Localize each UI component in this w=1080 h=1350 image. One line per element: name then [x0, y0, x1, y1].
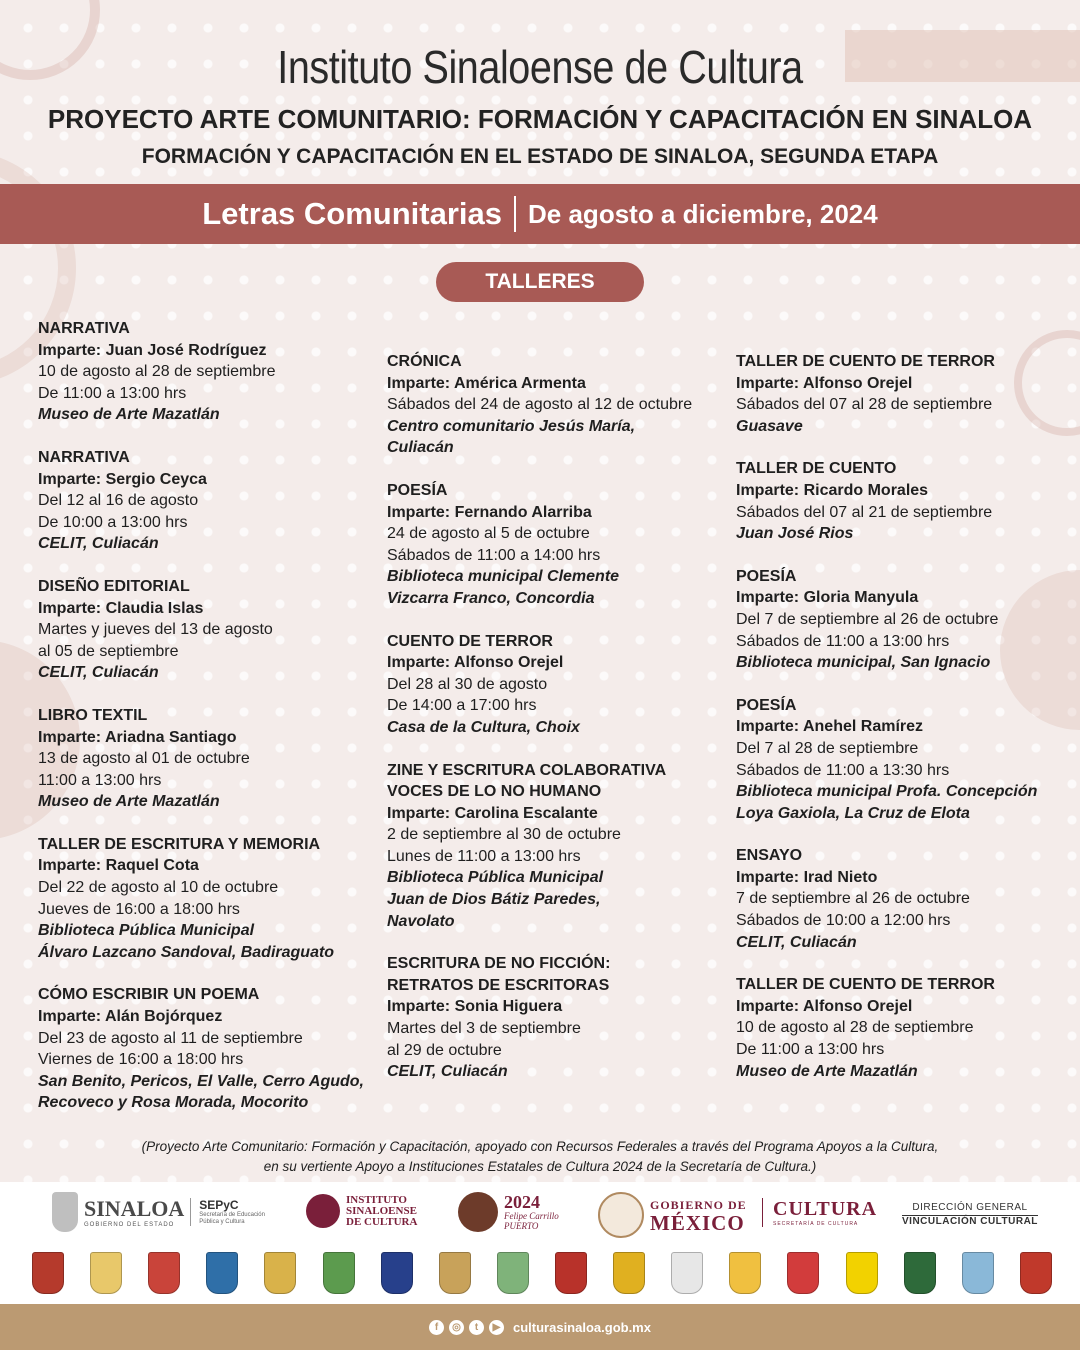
workshop-schedule: Lunes de 11:00 a 13:00 hrs	[387, 847, 581, 865]
workshop-venue: CELIT, Culiacán	[387, 1063, 508, 1081]
dgvc-text: DIRECCIÓN GENERAL	[902, 1202, 1038, 1216]
workshop-instructor: Imparte: Raquel Cota	[38, 857, 199, 875]
workshop-venue: Recoveco y Rosa Morada, Mocorito	[38, 1094, 309, 1112]
workshop-schedule: 13 de agosto al 01 de octubre	[38, 750, 250, 768]
workshop-entry	[736, 974, 1076, 1082]
workshop-venue: Juan José Rios	[736, 525, 854, 543]
workshop-venue: Casa de la Cultura, Choix	[387, 718, 580, 736]
workshop-schedule: Sábados de 11:00 a 13:00 hrs	[736, 632, 950, 650]
workshop-venue: Biblioteca Pública Municipal	[38, 922, 255, 940]
funding-note-line: (Proyecto Arte Comunitario: Formación y Capacitación, apoyado con Recursos Federales a través del Programa Apoyos a la Cultura,	[141, 1139, 939, 1154]
footer-bar	[0, 1304, 1080, 1350]
program-name: Letras Comunitarias	[202, 196, 503, 231]
municipal-crest-icon	[32, 1252, 64, 1294]
workshop-schedule: 7 de septiembre al 26 de octubre	[736, 890, 970, 908]
workshop-schedule: Del 7 de septiembre al 26 de octubre	[736, 610, 999, 628]
workshop-title: NARRATIVA	[38, 448, 130, 466]
workshop-venue: Biblioteca municipal Profa. Concepción	[736, 783, 1038, 801]
workshop-instructor: Imparte: Alfonso Orejel	[736, 997, 913, 1015]
workshop-schedule: Del 28 al 30 de agosto	[387, 675, 548, 693]
workshop-schedule: Del 7 al 28 de septiembre	[736, 739, 919, 757]
workshop-venue: CELIT, Culiacán	[38, 535, 159, 553]
workshop-instructor: Imparte: Alán Bojórquez	[38, 1008, 223, 1026]
isc-logo-text: SINALOENSE	[346, 1204, 417, 1217]
workshop-entry	[38, 984, 378, 1114]
workshop-instructor: Imparte: Gloria Manyula	[736, 589, 919, 607]
funding-note-line: en su vertiente Apoyo a Instituciones Estatales de Cultura 2024 de la Secretaría de Cultura.)	[263, 1159, 817, 1174]
workshop-title: TALLER DE CUENTO DE TERROR	[736, 976, 995, 994]
workshop-title: ENSAYO	[736, 847, 803, 865]
sinaloa-logo-text: SINALOA	[84, 1196, 185, 1221]
workshop-schedule: Sábados de 10:00 a 12:00 hrs	[736, 912, 951, 930]
workshop-schedule: Sábados del 24 de agosto al 12 de octubre	[387, 396, 693, 414]
page-title: Instituto Sinaloense de Cultura	[277, 41, 803, 93]
bird-icon	[306, 1194, 340, 1228]
municipal-crest-icon	[90, 1252, 122, 1294]
felipe-text: Felipe Carrillo	[504, 1211, 559, 1221]
workshop-venue: Museo de Arte Mazatlán	[736, 1062, 918, 1080]
municipal-crest-icon	[729, 1252, 761, 1294]
municipal-crest-icon	[323, 1252, 355, 1294]
workshop-venue: Museo de Arte Mazatlán	[38, 793, 220, 811]
section-label: TALLERES	[436, 262, 644, 302]
workshop-title: TALLER DE ESCRITURA Y MEMORIA	[38, 835, 321, 853]
puerto-text: PUERTO	[504, 1221, 539, 1231]
sinaloa-shield-icon	[52, 1192, 78, 1232]
workshop-instructor: Imparte: Irad Nieto	[736, 868, 878, 886]
municipal-crest-icon	[787, 1252, 819, 1294]
workshop-entry	[736, 695, 1076, 825]
project-subtitle: FORMACIÓN Y CAPACITACIÓN EN EL ESTADO DE SINALOA, SEGUNDA ETAPA	[141, 145, 939, 168]
municipal-crest-icon	[264, 1252, 296, 1294]
workshop-venue: Navolato	[387, 912, 455, 930]
workshop-title: DISEÑO EDITORIAL	[38, 577, 190, 595]
workshop-venue: San Benito, Pericos, El Valle, Cerro Agudo,	[38, 1072, 364, 1090]
workshop-instructor: Imparte: Alfonso Orejel	[387, 654, 564, 672]
workshop-venue: Culiacán	[387, 439, 454, 457]
workshop-instructor: Imparte: Anehel Ramírez	[736, 718, 924, 736]
workshop-title: POESÍA	[736, 696, 797, 714]
workshop-entry	[387, 953, 727, 1083]
sepyc-logo-subtext: Pública y Cultura	[199, 1219, 245, 1225]
youtube-icon[interactable]: ▶	[489, 1320, 504, 1335]
workshop-venue: Biblioteca municipal Clemente	[387, 568, 620, 586]
workshop-schedule: al 05 de septiembre	[38, 642, 179, 660]
workshop-venue: Juan de Dios Bátiz Paredes,	[387, 891, 601, 909]
workshop-title: LIBRO TEXTIL	[38, 706, 148, 724]
workshop-column-2	[387, 351, 727, 1104]
portrait-icon	[458, 1192, 498, 1232]
workshop-venue: Biblioteca Pública Municipal	[387, 869, 604, 887]
workshop-venue: CELIT, Culiacán	[736, 933, 857, 951]
instagram-icon[interactable]: ◎	[449, 1320, 464, 1335]
workshop-schedule: Jueves de 16:00 a 18:00 hrs	[38, 900, 240, 918]
workshop-venue: Museo de Arte Mazatlán	[38, 406, 220, 424]
gobierno-mexico-logo	[598, 1192, 747, 1238]
workshop-schedule: 10 de agosto al 28 de septiembre	[736, 1019, 974, 1037]
municipal-crest-icon	[206, 1252, 238, 1294]
workshop-instructor: Imparte: Claudia Islas	[38, 599, 204, 617]
workshop-venue: Guasave	[736, 417, 803, 435]
isc-logo	[306, 1194, 417, 1228]
gobierno-text: GOBIERNO DE	[650, 1197, 747, 1212]
workshop-entry	[736, 458, 1076, 544]
workshop-schedule: 11:00 a 13:00 hrs	[38, 771, 162, 789]
facebook-icon[interactable]: f	[429, 1320, 444, 1335]
workshop-schedule: Sábados del 07 al 21 de septiembre	[736, 503, 993, 521]
municipal-crest-icon	[381, 1252, 413, 1294]
workshop-instructor: Imparte: Juan José Rodríguez	[38, 341, 267, 359]
workshop-entry	[387, 480, 727, 610]
program-banner	[0, 184, 1080, 244]
workshop-title: ZINE Y ESCRITURA COLABORATIVA	[387, 761, 667, 779]
workshop-schedule: De 14:00 a 17:00 hrs	[387, 697, 537, 715]
workshop-instructor: Imparte: Ariadna Santiago	[38, 728, 237, 746]
cultura-subtext: SECRETARÍA DE CULTURA	[773, 1221, 859, 1227]
workshop-instructor: Imparte: Alfonso Orejel	[736, 374, 913, 392]
workshop-venue: CELIT, Culiacán	[38, 664, 159, 682]
workshop-schedule: De 11:00 a 13:00 hrs	[38, 384, 187, 402]
workshop-schedule: 2 de septiembre al 30 de octubre	[387, 826, 621, 844]
workshop-schedule: Sábados de 11:00 a 13:30 hrs	[736, 761, 950, 779]
municipal-crest-icon	[1020, 1252, 1052, 1294]
isc-logo-text: INSTITUTO	[346, 1193, 407, 1206]
workshop-instructor: Imparte: Sonia Higuera	[387, 998, 563, 1016]
workshop-entry	[736, 845, 1076, 953]
workshop-entry	[38, 447, 378, 555]
website-link[interactable]: culturasinaloa.gob.mx	[513, 1319, 651, 1335]
workshop-schedule: al 29 de octubre	[387, 1041, 502, 1059]
workshop-title: CRÓNICA	[387, 353, 462, 370]
isc-logo-text: DE CULTURA	[346, 1215, 418, 1228]
mexico-text: MÉXICO	[650, 1210, 745, 1235]
workshop-title: POESÍA	[387, 481, 448, 499]
workshop-venue: Álvaro Lazcano Sandoval, Badiraguato	[38, 943, 335, 961]
twitter-icon[interactable]: t	[469, 1320, 484, 1335]
municipal-crest-icon	[904, 1252, 936, 1294]
secretaria-cultura-logo	[762, 1198, 877, 1227]
workshop-schedule: De 11:00 a 13:00 hrs	[736, 1041, 885, 1059]
municipal-crest-icon	[846, 1252, 878, 1294]
project-title: PROYECTO ARTE COMUNITARIO: FORMACIÓN Y CAPACITACIÓN EN SINALOA	[47, 104, 1033, 134]
workshop-schedule: 10 de agosto al 28 de septiembre	[38, 363, 276, 381]
municipal-crest-icon	[497, 1252, 529, 1294]
workshop-schedule: Sábados del 07 al 28 de septiembre	[736, 396, 993, 414]
workshop-title: RETRATOS DE ESCRITORAS	[387, 976, 610, 994]
municipal-crest-icon	[671, 1252, 703, 1294]
workshop-entry	[387, 631, 727, 739]
workshop-instructor: Imparte: Sergio Ceyca	[38, 470, 207, 488]
workshop-title: TALLER DE CUENTO DE TERROR	[736, 353, 995, 370]
workshop-venue: Loya Gaxiola, La Cruz de Elota	[736, 804, 970, 822]
workshop-title: TALLER DE CUENTO	[736, 460, 897, 478]
year-text: 2024	[504, 1192, 540, 1212]
workshop-schedule: 24 de agosto al 5 de octubre	[387, 525, 590, 543]
workshop-entry	[38, 834, 378, 964]
dgvc-logo	[902, 1202, 1038, 1227]
workshop-schedule: Sábados de 11:00 a 14:00 hrs	[387, 546, 601, 564]
felipe-carrillo-puerto-logo	[458, 1192, 559, 1232]
municipal-crest-icon	[962, 1252, 994, 1294]
workshop-schedule: Viernes de 16:00 a 18:00 hrs	[38, 1051, 244, 1069]
municipal-crest-icon	[148, 1252, 180, 1294]
cultura-text: CULTURA	[773, 1198, 878, 1220]
workshop-schedule: Del 22 de agosto al 10 de octubre	[38, 879, 279, 897]
workshop-schedule: Martes del 3 de septiembre	[387, 1020, 581, 1038]
sepyc-logo-subtext: Secretaría de Educación	[199, 1212, 265, 1218]
municipal-crest-icon	[613, 1252, 645, 1294]
funding-note	[0, 1137, 1080, 1177]
workshop-schedule: De 10:00 a 13:00 hrs	[38, 513, 188, 531]
national-seal-icon	[598, 1192, 644, 1238]
workshop-title: VOCES DE LO NO HUMANO	[387, 783, 602, 801]
workshop-instructor: Imparte: Ricardo Morales	[736, 481, 929, 499]
sinaloa-logo-subtext: GOBIERNO DEL ESTADO	[84, 1222, 175, 1228]
workshop-schedule: Martes y jueves del 13 de agosto	[38, 621, 273, 639]
workshop-instructor: Imparte: América Armenta	[387, 374, 586, 392]
program-period: De agosto a diciembre, 2024	[528, 198, 878, 229]
workshop-title: CÓMO ESCRIBIR UN POEMA	[38, 986, 260, 1004]
workshop-entry	[38, 705, 378, 813]
workshop-entry	[38, 318, 378, 426]
workshop-title: POESÍA	[736, 567, 797, 585]
municipal-crest-icon	[439, 1252, 471, 1294]
workshop-title: CUENTO DE TERROR	[387, 632, 553, 650]
municipal-crest-icon	[555, 1252, 587, 1294]
workshop-venue: Vizcarra Franco, Concordia	[387, 589, 595, 607]
workshop-column-1	[38, 318, 378, 1135]
sinaloa-government-logo	[52, 1192, 265, 1232]
sepyc-logo-text: SEPyC	[199, 1198, 239, 1212]
workshop-column-3	[736, 351, 1076, 1103]
workshop-instructor: Imparte: Fernando Alarriba	[387, 503, 592, 521]
workshop-entry	[387, 760, 727, 933]
workshop-entry	[387, 351, 727, 459]
workshop-title: ESCRITURA DE NO FICCIÓN:	[387, 955, 611, 973]
workshop-entry	[736, 351, 1076, 437]
workshop-schedule: Del 12 al 16 de agosto	[38, 492, 199, 510]
municipal-crests	[32, 1252, 1052, 1298]
workshop-title: NARRATIVA	[38, 320, 130, 337]
sepyc-logo	[190, 1198, 265, 1226]
workshop-venue: Biblioteca municipal, San Ignacio	[736, 654, 991, 672]
workshop-schedule: Del 23 de agosto al 11 de septiembre	[38, 1029, 303, 1047]
workshop-entry	[38, 576, 378, 684]
dgvc-text: VINCULACIÓN CULTURAL	[902, 1216, 1038, 1227]
workshop-instructor: Imparte: Carolina Escalante	[387, 804, 598, 822]
banner-divider	[514, 196, 516, 232]
workshop-entry	[736, 566, 1076, 674]
workshop-venue: Centro comunitario Jesús María,	[387, 417, 636, 435]
logo-strip	[0, 1182, 1080, 1306]
